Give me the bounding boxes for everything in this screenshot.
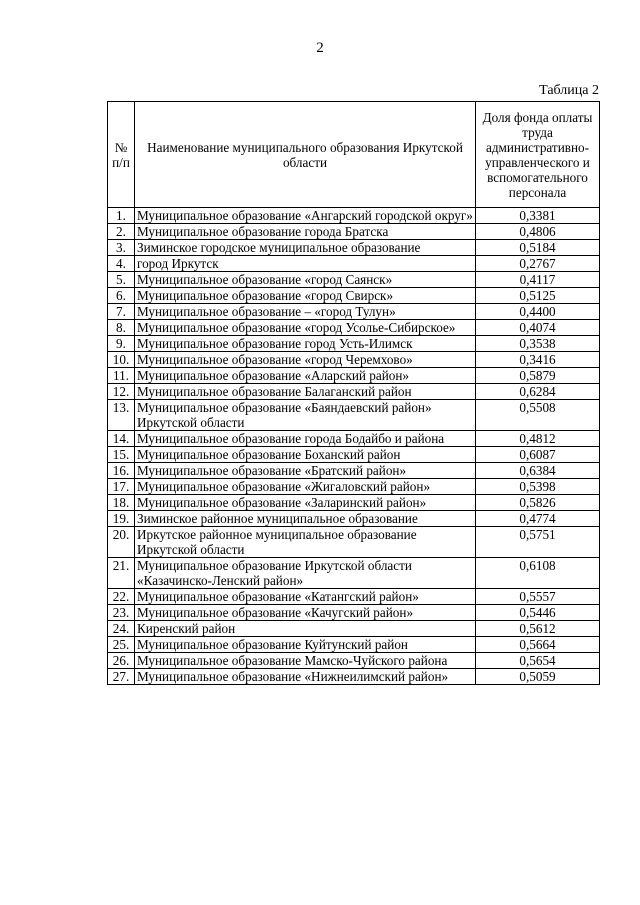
share-value: 0,5398 — [476, 479, 600, 495]
municipality-name: Муниципальное образование «город Саянск» — [135, 272, 476, 288]
table-row — [108, 272, 600, 288]
row-number: 1. — [108, 208, 135, 224]
municipality-name: Муниципальное образование города Братска — [135, 224, 476, 240]
share-value: 0,5751 — [476, 527, 600, 558]
municipality-name: Муниципальное образование «город Свирск» — [135, 288, 476, 304]
municipality-name: Муниципальное образование Мамско-Чуйского района — [135, 653, 476, 669]
table-row — [108, 240, 600, 256]
header-share: Доля фонда оплаты труда административно-управленческого и вспомогательного персонала — [476, 102, 600, 208]
table-row — [108, 256, 600, 272]
row-number: 13. — [108, 400, 135, 431]
municipality-name: Муниципальное образование города Бодайбо и района — [135, 431, 476, 447]
table-row — [108, 653, 600, 669]
row-number: 9. — [108, 336, 135, 352]
municipality-name: Муниципальное образование «Жигаловский район» — [135, 479, 476, 495]
row-number: 18. — [108, 495, 135, 511]
table-row — [108, 368, 600, 384]
municipality-name: Муниципальное образование «Качугский район» — [135, 605, 476, 621]
municipality-name: Муниципальное образование «город Усолье-Сибирское» — [135, 320, 476, 336]
table-caption: Таблица 2 — [539, 83, 599, 98]
row-number: 3. — [108, 240, 135, 256]
row-number: 16. — [108, 463, 135, 479]
table-row — [108, 621, 600, 637]
municipality-name: Муниципальное образование «Ангарский городской округ» — [135, 208, 476, 224]
table-row — [108, 304, 600, 320]
table-row — [108, 511, 600, 527]
municipality-name: Киренский район — [135, 621, 476, 637]
row-number: 26. — [108, 653, 135, 669]
share-value: 0,4774 — [476, 511, 600, 527]
row-number: 8. — [108, 320, 135, 336]
share-value: 0,2767 — [476, 256, 600, 272]
table-row — [108, 400, 600, 431]
row-number: 4. — [108, 256, 135, 272]
row-number: 5. — [108, 272, 135, 288]
share-value: 0,5059 — [476, 669, 600, 685]
share-value: 0,5879 — [476, 368, 600, 384]
share-value: 0,4812 — [476, 431, 600, 447]
header-num: № п/п — [108, 102, 135, 208]
share-value: 0,4117 — [476, 272, 600, 288]
share-value: 0,5826 — [476, 495, 600, 511]
share-value: 0,5125 — [476, 288, 600, 304]
municipality-name: Муниципальное образование Куйтунский район — [135, 637, 476, 653]
row-number: 7. — [108, 304, 135, 320]
share-value: 0,5508 — [476, 400, 600, 431]
table-row — [108, 336, 600, 352]
table-row — [108, 352, 600, 368]
table-row — [108, 384, 600, 400]
municipality-name: Муниципальное образование «Катангский район» — [135, 589, 476, 605]
share-value: 0,3381 — [476, 208, 600, 224]
share-value: 0,6087 — [476, 447, 600, 463]
share-value: 0,6384 — [476, 463, 600, 479]
municipality-name: Муниципальное образование город Усть-Илимск — [135, 336, 476, 352]
row-number: 6. — [108, 288, 135, 304]
municipality-name: Муниципальное образование Иркутской области «Казачинско-Ленский район» — [135, 558, 476, 589]
table-row — [108, 558, 600, 589]
table-row — [108, 463, 600, 479]
municipal-share-table — [107, 101, 600, 685]
table-row — [108, 589, 600, 605]
municipality-name: Зиминское районное муниципальное образование — [135, 511, 476, 527]
municipality-name: Муниципальное образование – «город Тулун» — [135, 304, 476, 320]
municipality-name: Иркутское районное муниципальное образование Иркутской области — [135, 527, 476, 558]
table-body — [108, 208, 600, 685]
municipality-name: Муниципальное образование «Нижнеилимский район» — [135, 669, 476, 685]
table-header-row — [108, 102, 600, 208]
municipality-name: Муниципальное образование «Аларский район» — [135, 368, 476, 384]
row-number: 12. — [108, 384, 135, 400]
share-value: 0,4806 — [476, 224, 600, 240]
page-number: 2 — [316, 40, 324, 56]
table-row — [108, 669, 600, 685]
share-value: 0,5612 — [476, 621, 600, 637]
table-row — [108, 495, 600, 511]
row-number: 14. — [108, 431, 135, 447]
municipality-name: город Иркутск — [135, 256, 476, 272]
municipality-name: Зиминское городское муниципальное образование — [135, 240, 476, 256]
row-number: 24. — [108, 621, 135, 637]
municipality-name: Муниципальное образование «Заларинский район» — [135, 495, 476, 511]
row-number: 20. — [108, 527, 135, 558]
table-row — [108, 447, 600, 463]
row-number: 21. — [108, 558, 135, 589]
row-number: 19. — [108, 511, 135, 527]
row-number: 15. — [108, 447, 135, 463]
row-number: 22. — [108, 589, 135, 605]
share-value: 0,6108 — [476, 558, 600, 589]
share-value: 0,4074 — [476, 320, 600, 336]
share-value: 0,5664 — [476, 637, 600, 653]
table-row — [108, 208, 600, 224]
share-value: 0,3416 — [476, 352, 600, 368]
row-number: 17. — [108, 479, 135, 495]
municipality-name: Муниципальное образование «город Черемхово» — [135, 352, 476, 368]
share-value: 0,5446 — [476, 605, 600, 621]
table-row — [108, 479, 600, 495]
share-value: 0,5184 — [476, 240, 600, 256]
share-value: 0,5654 — [476, 653, 600, 669]
municipality-name: Муниципальное образование Боханский район — [135, 447, 476, 463]
table-row — [108, 605, 600, 621]
row-number: 11. — [108, 368, 135, 384]
municipality-name: Муниципальное образование «Братский район» — [135, 463, 476, 479]
table-row — [108, 637, 600, 653]
share-value: 0,6284 — [476, 384, 600, 400]
row-number: 23. — [108, 605, 135, 621]
municipality-name: Муниципальное образование Балаганский район — [135, 384, 476, 400]
table-row — [108, 527, 600, 558]
row-number: 2. — [108, 224, 135, 240]
row-number: 10. — [108, 352, 135, 368]
table-row — [108, 431, 600, 447]
table-row — [108, 224, 600, 240]
table-row — [108, 320, 600, 336]
municipality-name: Муниципальное образование «Баяндаевский район» Иркутской области — [135, 400, 476, 431]
header-name: Наименование муниципального образования Иркутской области — [135, 102, 476, 208]
share-value: 0,4400 — [476, 304, 600, 320]
table-row — [108, 288, 600, 304]
share-value: 0,5557 — [476, 589, 600, 605]
row-number: 25. — [108, 637, 135, 653]
share-value: 0,3538 — [476, 336, 600, 352]
row-number: 27. — [108, 669, 135, 685]
